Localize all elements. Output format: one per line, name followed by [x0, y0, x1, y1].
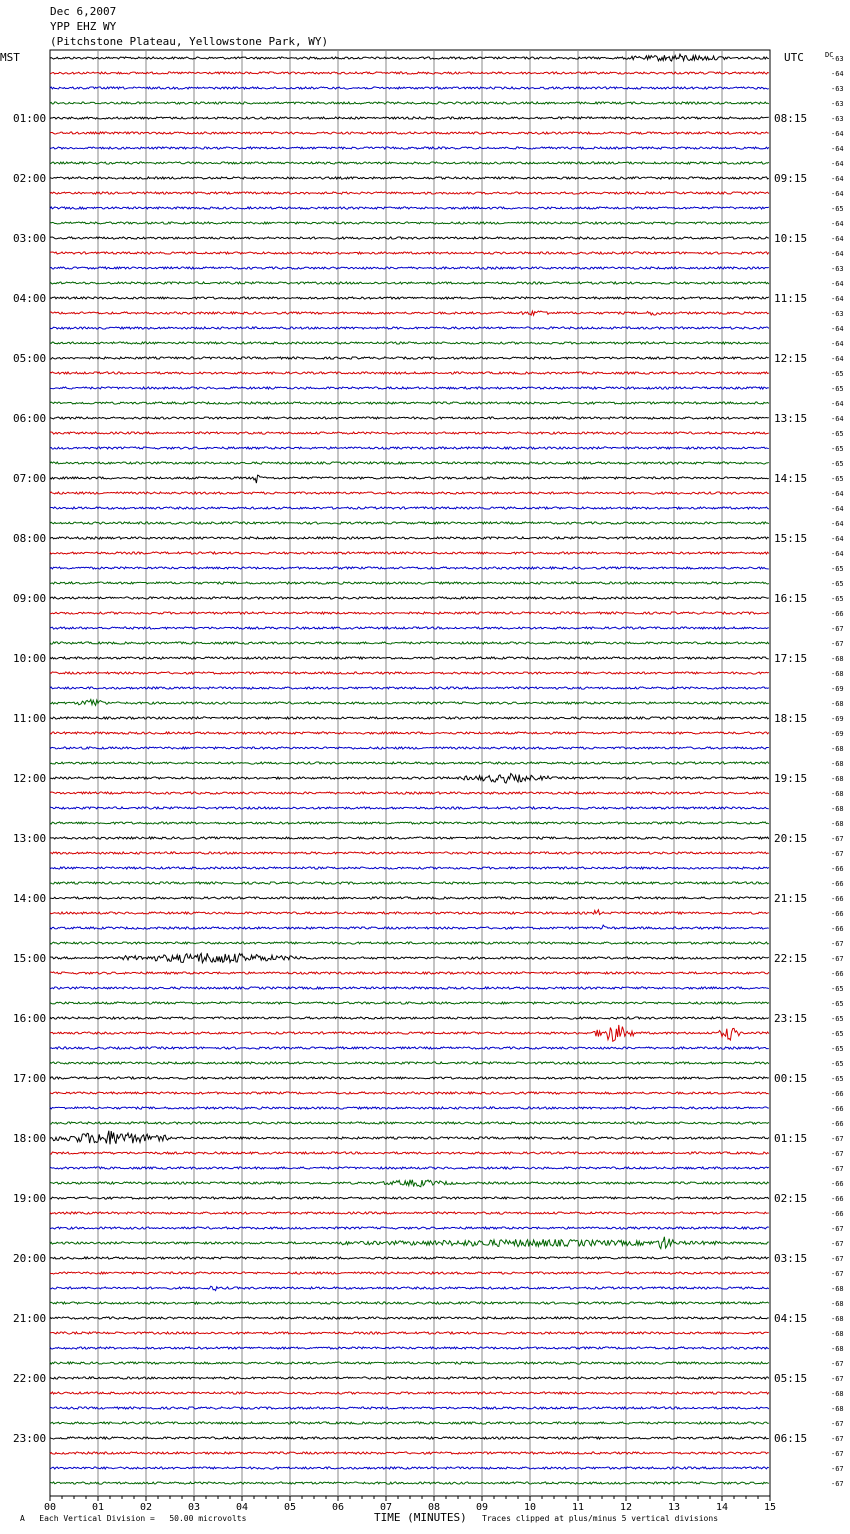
trace-row [50, 1407, 769, 1409]
trace-row [50, 687, 769, 689]
dc-offset-label: -64 [831, 295, 844, 303]
trace-row [50, 867, 769, 869]
trace-row [50, 1347, 769, 1349]
dc-offset-label: -66 [831, 910, 844, 918]
dc-offset-label: -66 [831, 865, 844, 873]
dc-offset-label: -63 [831, 100, 844, 108]
dc-offset-label: -67 [831, 1465, 844, 1473]
dc-offset-label: -68 [831, 775, 844, 783]
trace-row [50, 910, 769, 915]
dc-offset-label: -67 [831, 1450, 844, 1458]
mst-hour-label: 13:00 [13, 832, 47, 845]
dc-offset-label: -68 [831, 655, 844, 663]
dc-offset-label: -65 [831, 205, 844, 213]
trace-row [50, 1167, 769, 1169]
trace-row [50, 402, 769, 404]
dc-offset-label: -67 [831, 1270, 844, 1278]
dc-offset-label: -64 [831, 415, 844, 423]
mst-hour-label: 22:00 [13, 1372, 47, 1385]
mst-hour-label: 03:00 [13, 232, 47, 245]
trace-row [50, 132, 769, 134]
dc-offset-label: -67 [831, 1150, 844, 1158]
dc-offset-label: -63 [831, 115, 844, 123]
mst-hour-label: 18:00 [13, 1132, 47, 1145]
trace-row [50, 192, 769, 194]
trace-row [50, 417, 769, 419]
mst-hour-label: 23:00 [13, 1432, 47, 1445]
trace-row [50, 792, 769, 794]
x-tick-label: 14 [715, 1502, 729, 1513]
dc-offset-label: -68 [831, 745, 844, 753]
trace-row [50, 882, 769, 884]
dc-offset-label: -64 [831, 160, 844, 168]
dc-offset-label: -68 [831, 1405, 844, 1413]
mst-hour-label: 11:00 [13, 712, 47, 725]
mst-hour-label: 20:00 [13, 1252, 47, 1265]
trace-row [50, 311, 769, 315]
trace-row [50, 1362, 769, 1364]
mst-hour-label: 15:00 [13, 952, 47, 965]
dc-offset-label: -67 [831, 1225, 844, 1233]
x-tick-label: 01 [91, 1502, 105, 1513]
trace-row [50, 1077, 769, 1079]
trace-row [50, 117, 769, 119]
dc-offset-label: -64 [831, 520, 844, 528]
utc-hour-label: 08:15 [774, 112, 808, 125]
trace-row [50, 1212, 769, 1214]
trace-row [50, 822, 769, 824]
dc-offset-label: -65 [831, 565, 844, 573]
dc-offset-label: -64 [831, 280, 844, 288]
x-tick-label: 15 [763, 1502, 777, 1513]
dc-offset-label: -65 [831, 1075, 844, 1083]
trace-row [50, 1377, 769, 1379]
utc-hour-label: 13:15 [774, 412, 808, 425]
mst-hour-label: 05:00 [13, 352, 47, 365]
trace-row [50, 432, 769, 434]
dc-offset-label: -69 [831, 685, 844, 693]
dc-offset-label: -64 [831, 535, 844, 543]
dc-offset-label: -67 [831, 1420, 844, 1428]
dc-offset-label: -64 [831, 355, 844, 363]
dc-offset-label: -68 [831, 700, 844, 708]
trace-row [50, 342, 769, 344]
trace-row [50, 972, 769, 974]
trace-row [50, 87, 769, 89]
trace-row [50, 1025, 769, 1041]
dc-offset-label: -64 [831, 70, 844, 78]
utc-hour-label: 05:15 [774, 1372, 808, 1385]
trace-row [50, 925, 769, 929]
x-tick-label: 13 [667, 1502, 681, 1513]
mst-hour-label: 07:00 [13, 472, 47, 485]
dc-offset-label: -66 [831, 925, 844, 933]
trace-row [50, 1062, 769, 1064]
plot-frame [50, 50, 770, 1496]
trace-row [50, 1467, 769, 1469]
utc-hour-label: 04:15 [774, 1312, 808, 1325]
dc-offset-label: -68 [831, 760, 844, 768]
dc-offset-label: -66 [831, 970, 844, 978]
trace-row [50, 372, 769, 374]
trace-row [50, 282, 769, 284]
dc-offset-label: -65 [831, 370, 844, 378]
dc-offset-label: -64 [831, 340, 844, 348]
trace-row [50, 327, 769, 329]
x-tick-label: 05 [283, 1502, 297, 1513]
x-tick-label: 02 [139, 1502, 153, 1513]
dc-offset-label: -63 [831, 85, 844, 93]
dc-offset-label: -64 [831, 145, 844, 153]
utc-hour-label: 12:15 [774, 352, 808, 365]
utc-hour-label: 00:15 [774, 1072, 808, 1085]
trace-row [50, 552, 769, 554]
trace-row [50, 987, 769, 989]
trace-row [50, 700, 769, 706]
dc-offset-label: -65 [831, 1030, 844, 1038]
dc-offset-label: -67 [831, 835, 844, 843]
dc-offset-label: -66 [831, 1195, 844, 1203]
trace-row [50, 642, 769, 644]
mst-hour-label: 16:00 [13, 1012, 47, 1025]
trace-row [50, 897, 769, 899]
trace-row [50, 267, 769, 269]
mst-hour-label: 19:00 [13, 1192, 47, 1205]
trace-row [50, 1332, 769, 1334]
dc-offset-label: -65 [831, 1000, 844, 1008]
trace-row [50, 252, 769, 254]
seismic-traces [50, 54, 769, 1484]
mst-hour-label: 17:00 [13, 1072, 47, 1085]
trace-row [50, 1122, 769, 1124]
x-tick-label: 06 [331, 1502, 345, 1513]
x-tick-label: 00 [43, 1502, 57, 1513]
dc-offset-label: -65 [831, 1045, 844, 1053]
utc-hour-label: 15:15 [774, 532, 808, 545]
trace-row [50, 537, 769, 539]
dc-offset-label: -65 [831, 460, 844, 468]
trace-row [50, 492, 769, 494]
trace-row [50, 582, 769, 584]
footer-mark: A [20, 1514, 25, 1523]
utc-hour-label: 20:15 [774, 832, 808, 845]
mst-hour-label: 14:00 [13, 892, 47, 905]
trace-row [50, 447, 769, 449]
dc-offset-label: -66 [831, 1105, 844, 1113]
x-tick-label: 10 [523, 1502, 537, 1513]
dc-offset-label: -64 [831, 190, 844, 198]
trace-row [50, 1317, 769, 1319]
dc-offset-label: -67 [831, 940, 844, 948]
trace-row [50, 717, 769, 719]
trace-row [50, 237, 769, 239]
utc-hour-label: 14:15 [774, 472, 808, 485]
trace-row [50, 762, 769, 764]
utc-hour-label: 09:15 [774, 172, 808, 185]
dc-label: DC [825, 51, 834, 59]
trace-row [50, 1237, 769, 1249]
trace-row [50, 942, 769, 944]
trace-row [50, 1180, 769, 1187]
trace-row [50, 852, 769, 854]
trace-row [50, 1272, 769, 1274]
dc-offset-label: -66 [831, 880, 844, 888]
trace-row [50, 207, 769, 209]
trace-row [50, 357, 769, 359]
dc-offset-label: -65 [831, 1015, 844, 1023]
dc-offset-label: -65 [831, 430, 844, 438]
dc-offset-label: -67 [831, 1165, 844, 1173]
trace-row [50, 1286, 769, 1290]
dc-offset-label: -65 [831, 475, 844, 483]
dc-offset-label: -67 [831, 1360, 844, 1368]
dc-offset-label: -63 [831, 310, 844, 318]
dc-offset-label: -64 [831, 220, 844, 228]
trace-row [50, 627, 769, 629]
dc-offset-label: -64 [831, 400, 844, 408]
mst-hour-label: 21:00 [13, 1312, 47, 1325]
trace-row [50, 1392, 769, 1394]
utc-hour-label: 06:15 [774, 1432, 808, 1445]
trace-row [50, 54, 769, 61]
dc-offset-label: -65 [831, 385, 844, 393]
x-tick-label: 03 [187, 1502, 201, 1513]
trace-row [50, 1437, 769, 1439]
x-axis-title: TIME (MINUTES) [374, 1511, 467, 1524]
dc-offset-label: -68 [831, 820, 844, 828]
utc-hour-label: 21:15 [774, 892, 808, 905]
utc-hour-label: 01:15 [774, 1132, 808, 1145]
trace-row [50, 462, 769, 464]
utc-hour-label: 18:15 [774, 712, 808, 725]
mst-hour-label: 04:00 [13, 292, 47, 305]
dc-offset-label: -65 [831, 580, 844, 588]
dc-offset-label: -69 [831, 730, 844, 738]
utc-hour-label: 22:15 [774, 952, 808, 965]
trace-row [50, 177, 769, 179]
dc-offset-label: -64 [831, 505, 844, 513]
trace-row [50, 807, 769, 809]
dc-offset-label: -63 [831, 265, 844, 273]
trace-row [50, 72, 769, 74]
dc-offset-label: -64 [831, 175, 844, 183]
trace-row [50, 953, 769, 962]
dc-offset-label: -67 [831, 640, 844, 648]
utc-hour-label: 16:15 [774, 592, 808, 605]
x-tick-label: 08 [427, 1502, 441, 1513]
dc-offset-label: -64 [831, 250, 844, 258]
dc-offset-label: -68 [831, 1390, 844, 1398]
trace-row [50, 1257, 769, 1259]
trace-row [50, 1197, 769, 1199]
utc-hour-label: 23:15 [774, 1012, 808, 1025]
x-tick-label: 11 [571, 1502, 585, 1513]
dc-offset-label: -68 [831, 790, 844, 798]
mst-hour-label: 06:00 [13, 412, 47, 425]
clip-note: Traces clipped at plus/minus 5 vertical divisions [482, 1514, 719, 1523]
plot-grid [50, 50, 770, 1496]
trace-row [50, 522, 769, 524]
dc-offset-label: -66 [831, 610, 844, 618]
trace-row [50, 222, 769, 224]
trace-row [50, 597, 769, 599]
trace-row [50, 475, 769, 483]
dc-offset-label: -64 [831, 130, 844, 138]
trace-row [50, 1422, 769, 1424]
dc-offset-label: -68 [831, 1300, 844, 1308]
trace-row [50, 1017, 769, 1019]
dc-offset-label: -68 [831, 1285, 844, 1293]
trace-row [50, 387, 769, 389]
utc-hour-label: 02:15 [774, 1192, 808, 1205]
dc-offset-label: -65 [831, 445, 844, 453]
dc-offset-label: -65 [831, 985, 844, 993]
trace-row [50, 1047, 769, 1049]
mst-hour-label: 08:00 [13, 532, 47, 545]
dc-offset-label: -66 [831, 1180, 844, 1188]
dc-offset-label: -68 [831, 1345, 844, 1353]
trace-row [50, 1452, 769, 1454]
trace-row [50, 1131, 769, 1145]
scale-note-text: Each Vertical Division = 50.00 microvolts [39, 1514, 247, 1523]
dc-offset-label: -66 [831, 895, 844, 903]
dc-offset-label: -67 [831, 625, 844, 633]
trace-row [50, 672, 769, 674]
mst-hour-label: 10:00 [13, 652, 47, 665]
dc-offset-label: -68 [831, 1330, 844, 1338]
x-tick-label: 07 [379, 1502, 393, 1513]
trace-row [50, 732, 769, 734]
dc-offset-label: -65 [831, 595, 844, 603]
trace-row [50, 747, 769, 749]
utc-hour-label: 03:15 [774, 1252, 808, 1265]
dc-offset-label: -67 [831, 1435, 844, 1443]
trace-row [50, 1302, 769, 1304]
dc-offset-label: -64 [831, 235, 844, 243]
trace-row [50, 102, 769, 104]
trace-row [50, 1002, 769, 1004]
dc-offset-label: -69 [831, 715, 844, 723]
trace-row [50, 1482, 769, 1484]
trace-row [50, 507, 769, 509]
trace-row [50, 837, 769, 839]
mst-hour-label: 01:00 [13, 112, 47, 125]
mst-hour-label: 12:00 [13, 772, 47, 785]
dc-offset-label: -66 [831, 1090, 844, 1098]
mst-axis-label: MST [0, 51, 20, 64]
utc-hour-label: 17:15 [774, 652, 808, 665]
trace-row [50, 567, 769, 569]
dc-offset-label: -67 [831, 955, 844, 963]
trace-row [50, 1092, 769, 1094]
dc-offset-label: -66 [831, 1210, 844, 1218]
mst-hour-label: 02:00 [13, 172, 47, 185]
dc-offset-label: -63 [831, 55, 844, 63]
dc-offset-label: -64 [831, 325, 844, 333]
station-label: YPP EHZ WY [50, 20, 117, 33]
x-tick-label: 09 [475, 1502, 489, 1513]
location-label: (Pitchstone Plateau, Yellowstone Park, WY) [50, 35, 329, 48]
dc-offset-label: -68 [831, 805, 844, 813]
dc-offset-label: -65 [831, 1060, 844, 1068]
dc-offset-label: -68 [831, 670, 844, 678]
utc-hour-label: 19:15 [774, 772, 808, 785]
x-tick-label: 04 [235, 1502, 249, 1513]
trace-row [50, 774, 769, 784]
x-tick-label: 12 [619, 1502, 633, 1513]
dc-offset-label: -67 [831, 1255, 844, 1263]
dc-offset-label: -67 [831, 1480, 844, 1488]
trace-row [50, 1107, 769, 1109]
trace-row [50, 297, 769, 299]
dc-offset-label: -67 [831, 850, 844, 858]
date-label: Dec 6,2007 [50, 5, 117, 18]
mst-hour-label: 09:00 [13, 592, 47, 605]
dc-offset-label: -67 [831, 1135, 844, 1143]
dc-offset-label: -66 [831, 1120, 844, 1128]
dc-offset-label: -67 [831, 1240, 844, 1248]
trace-row [50, 147, 769, 149]
utc-hour-label: 11:15 [774, 292, 808, 305]
trace-row [50, 657, 769, 659]
trace-row [50, 612, 769, 614]
dc-offset-label: -67 [831, 1375, 844, 1383]
utc-axis-label: UTC [784, 51, 804, 64]
dc-offset-label: -68 [831, 1315, 844, 1323]
utc-hour-label: 10:15 [774, 232, 808, 245]
trace-row [50, 162, 769, 164]
dc-offset-label: -64 [831, 490, 844, 498]
trace-row [50, 1152, 769, 1154]
scale-note [20, 1514, 246, 1523]
trace-row [50, 1227, 769, 1229]
dc-offset-label: -64 [831, 550, 844, 558]
